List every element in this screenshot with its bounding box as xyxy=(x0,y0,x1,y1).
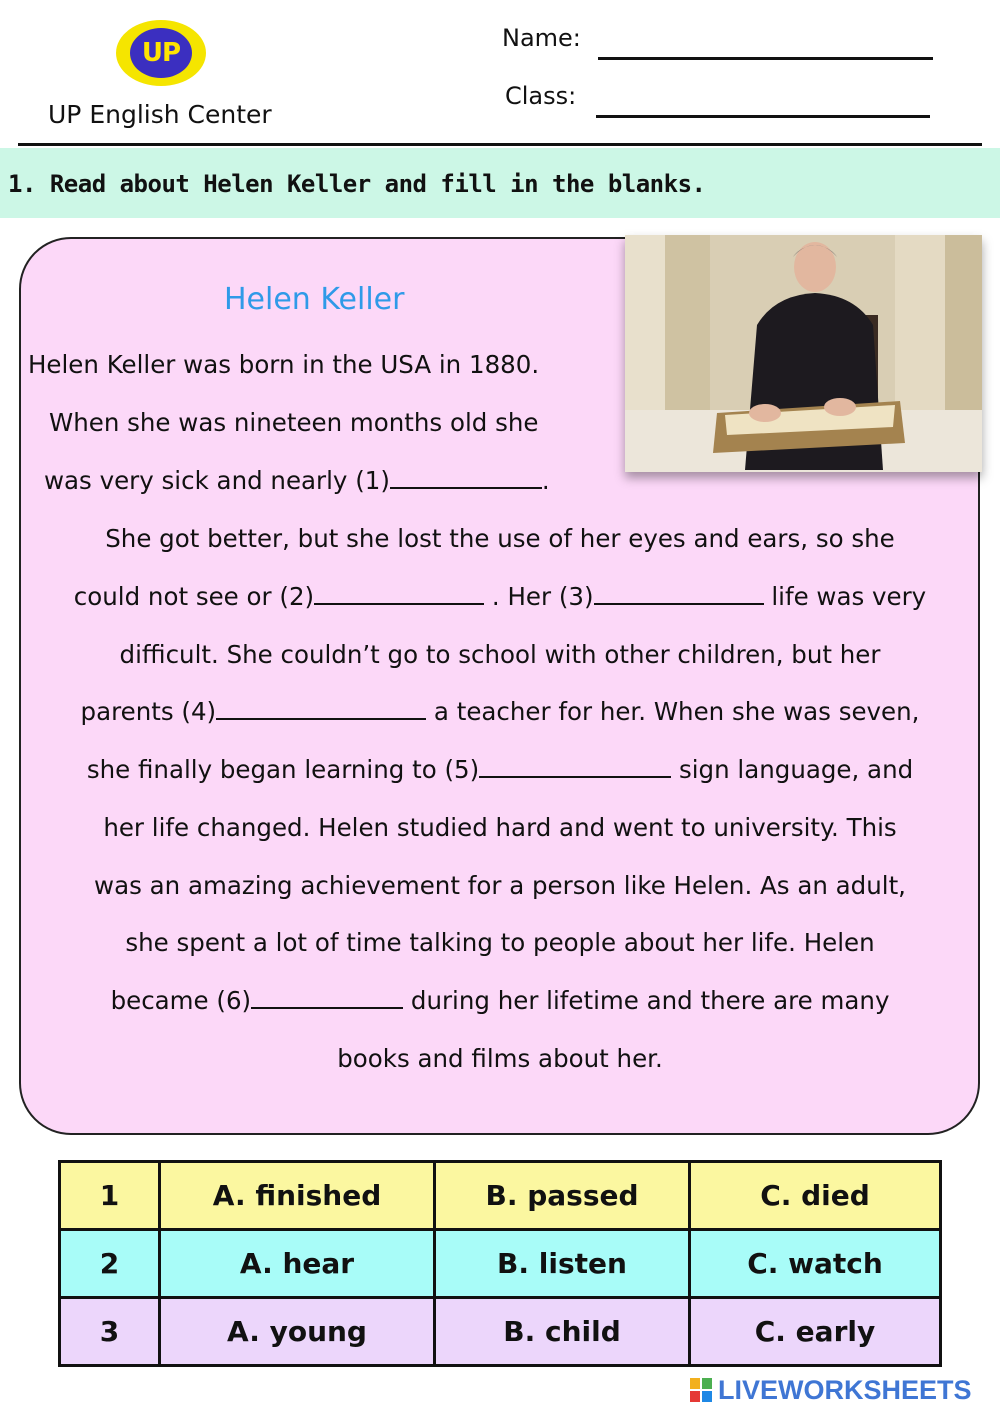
class-field[interactable] xyxy=(596,115,930,118)
story-line-6: difficult. She couldn’t go to school with other children, but her xyxy=(119,640,881,669)
story-line-1: Helen Keller was born in the USA in 1880. xyxy=(28,350,540,379)
class-label: Class: xyxy=(505,82,577,110)
story-text: sign language, and xyxy=(671,755,914,784)
center-name: UP English Center xyxy=(48,100,272,129)
story-line-11: she spent a lot of time talking to people about her life. Helen xyxy=(125,928,875,957)
story-line-2: When she was nineteen months old she xyxy=(49,408,539,437)
header-divider xyxy=(18,143,982,146)
story-line-5 xyxy=(20,582,980,611)
brand-text: LIVEWORKSHEETS xyxy=(718,1374,972,1405)
story-text: parents (4) xyxy=(80,697,217,726)
options-table xyxy=(58,1160,942,1367)
option-b[interactable]: B. listen xyxy=(435,1230,690,1298)
story-line-10: was an amazing achievement for a person like Helen. As an adult, xyxy=(94,871,906,900)
question-number: 3 xyxy=(60,1298,160,1366)
blank-1[interactable] xyxy=(390,469,542,489)
option-b[interactable]: B. child xyxy=(435,1298,690,1366)
liveworksheets-brand xyxy=(690,1372,990,1408)
question-number: 2 xyxy=(60,1230,160,1298)
up-logo-text: UP xyxy=(130,28,192,78)
options-row-1 xyxy=(60,1162,941,1230)
story-text: . Her (3) xyxy=(484,582,594,611)
option-a[interactable]: A. young xyxy=(160,1298,435,1366)
up-logo xyxy=(116,20,206,86)
name-field[interactable] xyxy=(598,57,933,60)
option-a[interactable]: A. finished xyxy=(160,1162,435,1230)
story-line-9: her life changed. Helen studied hard and went to university. This xyxy=(103,813,897,842)
photo-illustration xyxy=(625,235,982,472)
blank-2[interactable] xyxy=(314,585,484,605)
story-text: became (6) xyxy=(110,986,252,1015)
blank-6[interactable] xyxy=(251,989,403,1009)
story-text: during her lifetime and there are many xyxy=(403,986,890,1015)
story-text: she finally began learning to (5) xyxy=(86,755,480,784)
story-title: Helen Keller xyxy=(224,282,405,317)
blank-3[interactable] xyxy=(594,585,764,605)
helen-keller-photo xyxy=(625,235,982,472)
story-line-8 xyxy=(20,755,980,784)
options-row-3 xyxy=(60,1298,941,1366)
story-line-3 xyxy=(44,466,550,495)
question-number: 1 xyxy=(60,1162,160,1230)
story-line-13: books and films about her. xyxy=(337,1044,663,1073)
option-c[interactable]: C. died xyxy=(690,1162,941,1230)
story-line-4: She got better, but she lost the use of her eyes and ears, so she xyxy=(105,524,895,553)
story-line-7 xyxy=(20,697,980,726)
story-text: could not see or (2) xyxy=(73,582,315,611)
blank-4[interactable] xyxy=(216,700,426,720)
story-line-12 xyxy=(20,986,980,1015)
story-text: . xyxy=(541,466,550,495)
story-text: a teacher for her. When she was seven, xyxy=(426,697,920,726)
blank-5[interactable] xyxy=(479,758,671,778)
story-text: life was very xyxy=(763,582,927,611)
liveworksheets-logo-icon xyxy=(690,1376,714,1404)
story-text: was very sick and nearly (1) xyxy=(44,466,390,495)
option-b[interactable]: B. passed xyxy=(435,1162,690,1230)
instruction-text: 1. Read about Helen Keller and fill in the blanks. xyxy=(8,170,706,198)
option-c[interactable]: C. watch xyxy=(690,1230,941,1298)
option-c[interactable]: C. early xyxy=(690,1298,941,1366)
name-label: Name: xyxy=(502,24,581,52)
options-row-2 xyxy=(60,1230,941,1298)
option-a[interactable]: A. hear xyxy=(160,1230,435,1298)
